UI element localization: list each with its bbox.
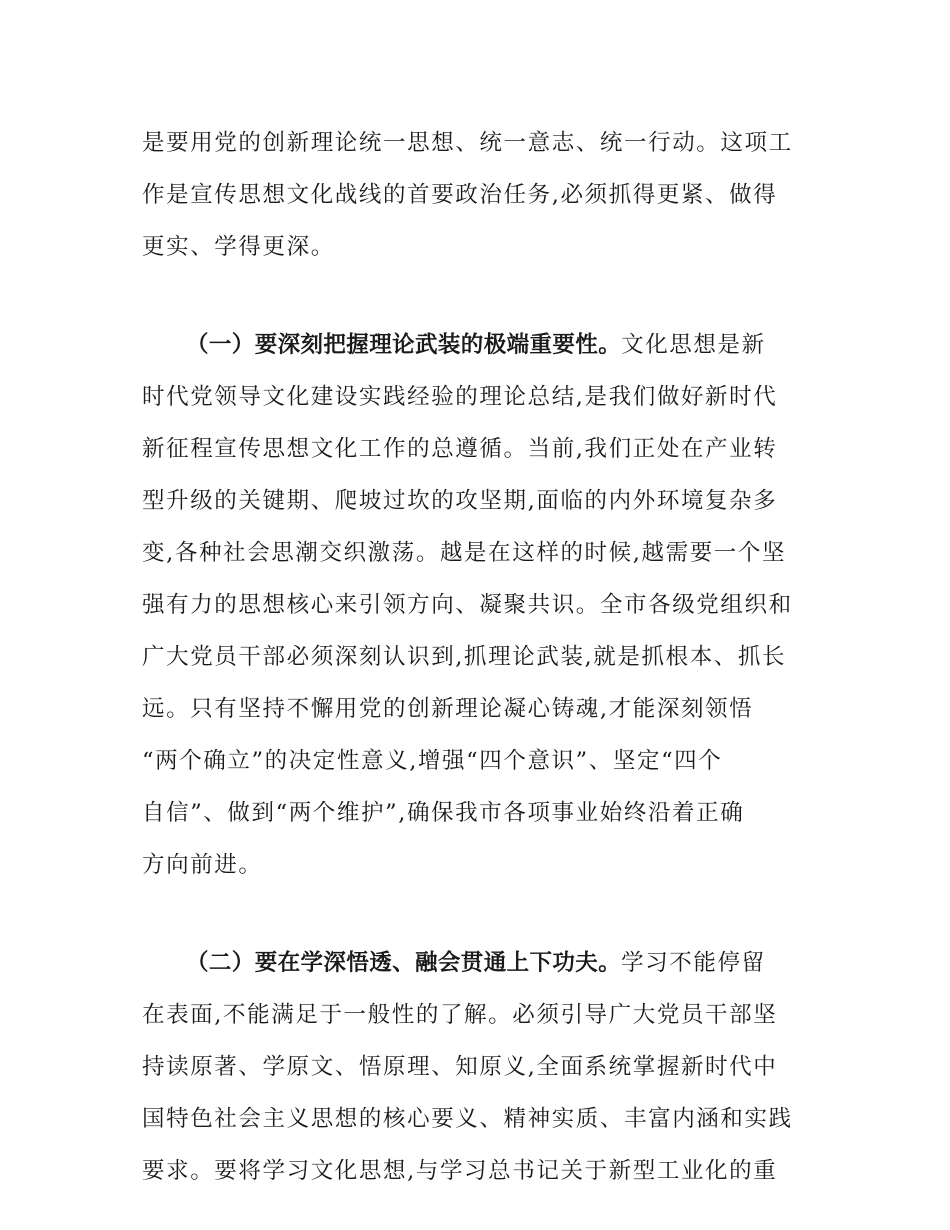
text-line: 在表面,不能满足于一般性的了解。必须引导广大党员干部坚 <box>142 1002 778 1028</box>
text-line: 方向前进。 <box>142 852 263 878</box>
text-line: 自信”、做到“两个维护”,确保我市各项事业始终沿着正确 <box>142 800 745 826</box>
text-line: 强有力的思想核心来引领方向、凝聚共识。全市各级党组织和 <box>142 592 793 618</box>
text-line: 型升级的关键期、爬坡过坎的攻坚期,面临的内外环境复杂多 <box>142 488 778 514</box>
text-line: 变,各种社会思潮交织激荡。越是在这样的时候,越需要一个坚 <box>142 540 787 566</box>
paragraph-gap <box>142 891 814 937</box>
paragraph-section-1 <box>142 319 814 891</box>
text-line: 广大党员干部必须深刻认识到,抓理论武装,就是抓根本、抓长 <box>142 644 787 670</box>
document-page <box>142 117 814 1197</box>
paragraph-gap <box>142 273 814 319</box>
section-2-heading: （二）要在学深悟透、融会贯通上下功夫。 <box>186 950 622 976</box>
text-line: 更实、学得更深。 <box>142 234 335 260</box>
text-line: 要求。要将学习文化思想,与学习总书记关于新型工业化的重 <box>142 1158 778 1184</box>
section-1-first-line-rest: 文化思想是新 <box>621 332 766 358</box>
section-2-first-line-rest: 学习不能停留 <box>621 950 766 976</box>
text-line: 国特色社会主义思想的核心要义、精神实质、丰富内涵和实践 <box>142 1106 793 1132</box>
section-1-heading: （一）要深刻把握理论武装的极端重要性。 <box>186 332 622 358</box>
section-1-first-line <box>142 319 814 371</box>
paragraph-intro <box>142 117 814 273</box>
text-line: “两个确立”的决定性意义,增强“四个意识”、坚定“四个 <box>142 748 723 774</box>
text-line: 远。只有坚持不懈用党的创新理论凝心铸魂,才能深刻领悟 <box>142 696 754 722</box>
text-line: 是要用党的创新理论统一思想、统一意志、统一行动。这项工 <box>142 130 793 156</box>
paragraph-section-2 <box>142 937 814 1197</box>
text-line: 时代党领导文化建设实践经验的理论总结,是我们做好新时代 <box>142 384 778 410</box>
text-line: 持读原著、学原文、悟原理、知原义,全面系统掌握新时代中 <box>142 1054 778 1080</box>
section-2-first-line <box>142 937 814 989</box>
text-line: 新征程宣传思想文化工作的总遵循。当前,我们正处在产业转 <box>142 436 778 462</box>
text-line: 作是宣传思想文化战线的首要政治任务,必须抓得更紧、做得 <box>142 182 778 208</box>
